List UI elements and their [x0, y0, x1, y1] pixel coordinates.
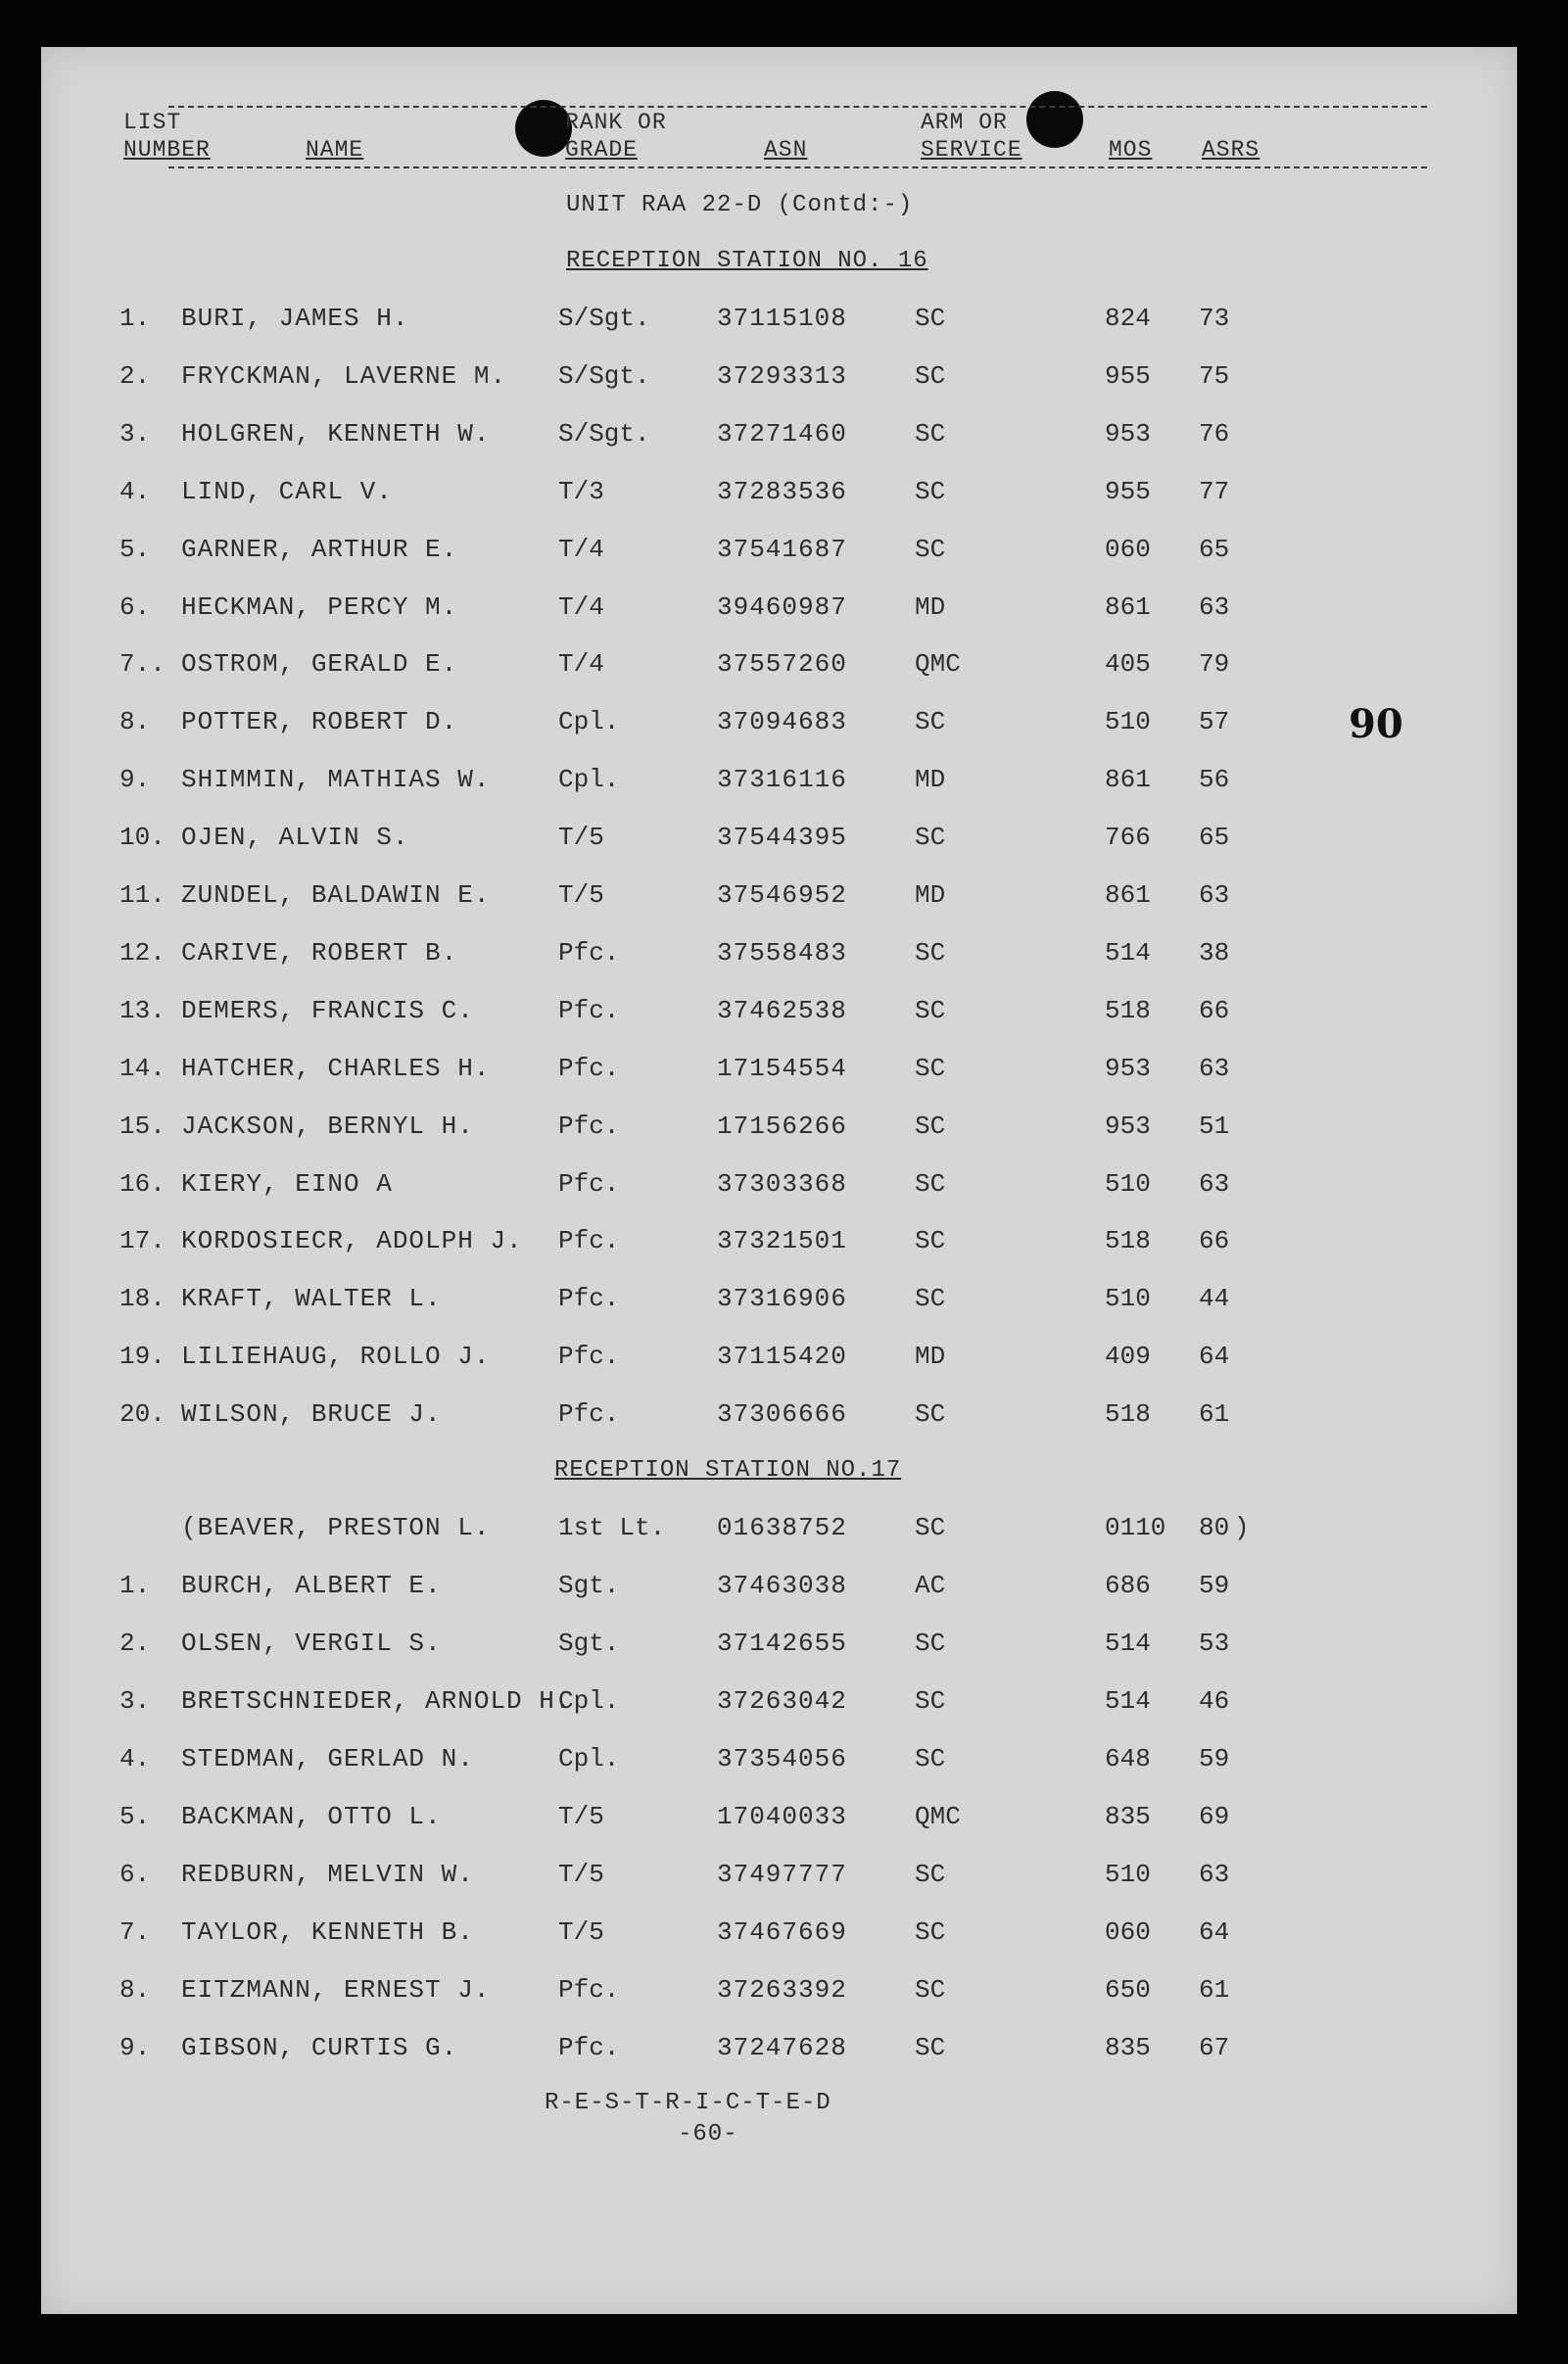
asrs-score: 51 [1199, 1111, 1230, 1141]
rank-grade: Sgt. [558, 1571, 620, 1600]
person-name: OJEN, ALVIN S. [181, 823, 409, 853]
asn-number: 37293313 [717, 360, 847, 391]
arm-service: SC [915, 1744, 946, 1773]
punch-hole-right [1026, 91, 1083, 148]
asrs-score: 63 [1199, 1860, 1230, 1889]
arm-service: SC [915, 823, 946, 853]
header-arm-label: ARM OR [921, 110, 1008, 135]
arm-service: SC [915, 1975, 946, 2005]
arm-service: MD [915, 880, 946, 910]
header-number-label: NUMBER [123, 137, 211, 163]
asrs-score: 73 [1199, 304, 1230, 333]
arm-service: MD [915, 765, 946, 795]
person-name: LILIEHAUG, ROLLO J. [181, 1342, 491, 1372]
asrs-score: 59 [1199, 1744, 1230, 1773]
document-sheet [41, 47, 1517, 2314]
arm-service: SC [915, 1226, 946, 1256]
arm-service: SC [915, 937, 946, 968]
mos-code: 650 [1105, 1975, 1151, 2005]
asn-number: 37316116 [717, 765, 847, 795]
mos-code: 060 [1105, 534, 1151, 564]
person-name: BRETSCHNIEDER, ARNOLD H. [181, 1686, 572, 1716]
table-row [41, 361, 1517, 401]
arm-service: SC [915, 304, 946, 333]
rank-grade: T/4 [558, 534, 604, 564]
mos-code: 861 [1105, 880, 1151, 910]
table-row [41, 1399, 1517, 1439]
table-row [41, 996, 1517, 1035]
list-number: 14. [119, 1053, 166, 1083]
mos-code: 510 [1105, 1168, 1151, 1199]
rank-grade: S/Sgt. [558, 418, 650, 449]
rank-grade: Pfc. [558, 2033, 620, 2062]
table-row [41, 1342, 1517, 1381]
arm-service: MD [915, 591, 946, 622]
arm-service: SC [915, 360, 946, 391]
table-row [41, 1744, 1517, 1783]
asrs-score: 57 [1199, 707, 1230, 737]
asn-number: 37544395 [717, 823, 847, 853]
person-name: KORDOSIECR, ADOLPH J. [181, 1226, 523, 1256]
person-name: EITZMANN, ERNEST J. [181, 1975, 491, 2005]
arm-service: SC [915, 534, 946, 564]
mos-code: 510 [1105, 1860, 1151, 1889]
unit-title: UNIT RAA 22-D (Contd:-) [566, 192, 914, 218]
mos-code: 861 [1105, 765, 1151, 795]
list-number: 17. [119, 1226, 166, 1256]
list-number: 2. [119, 360, 151, 391]
table-row [41, 938, 1517, 977]
table-row [41, 304, 1517, 343]
person-name: CARIVE, ROBERT B. [181, 937, 458, 968]
person-name: FRYCKMAN, LAVERNE M. [181, 360, 507, 391]
rank-grade: Pfc. [558, 1399, 620, 1430]
person-name: BURCH, ALBERT E. [181, 1571, 442, 1600]
list-number: 8. [119, 707, 151, 737]
asn-number: 37541687 [717, 534, 847, 564]
list-number: 13. [119, 995, 166, 1025]
arm-service: SC [915, 707, 946, 737]
table-row [41, 1629, 1517, 1668]
asn-number: 37306666 [717, 1399, 847, 1430]
person-name: BURI, JAMES H. [181, 304, 409, 333]
asn-number: 37321501 [717, 1226, 847, 1256]
table-row [41, 2033, 1517, 2072]
arm-service: QMC [915, 1802, 961, 1831]
arm-service: SC [915, 1168, 946, 1199]
list-number: 18. [119, 1284, 166, 1314]
punch-hole-left [515, 100, 572, 157]
asn-number: 37303368 [717, 1168, 847, 1199]
list-number: 8. [119, 1975, 151, 2005]
table-row [41, 1975, 1517, 2014]
list-number: 3. [119, 1686, 151, 1716]
rank-grade: Cpl. [558, 1686, 620, 1716]
arm-service: MD [915, 1342, 946, 1372]
list-number: 10. [119, 823, 166, 853]
rank-grade: Pfc. [558, 1168, 620, 1199]
asrs-score: 76 [1199, 418, 1230, 449]
arm-service: QMC [915, 649, 961, 680]
rank-grade: Pfc. [558, 1111, 620, 1141]
list-number: 5. [119, 1802, 151, 1831]
header-list-label: LIST [123, 110, 182, 135]
table-row [41, 1054, 1517, 1093]
asn-number: 37316906 [717, 1284, 847, 1314]
table-row [41, 1802, 1517, 1841]
asrs-score: 59 [1199, 1571, 1230, 1600]
mos-code: 835 [1105, 1802, 1151, 1831]
asrs-score: 65 [1199, 823, 1230, 853]
arm-service: SC [915, 476, 946, 506]
asn-number: 37558483 [717, 937, 847, 968]
arm-service: SC [915, 1629, 946, 1658]
asrs-score: 75 [1199, 360, 1230, 391]
asrs-score: 63 [1199, 880, 1230, 910]
person-name: HATCHER, CHARLES H. [181, 1053, 491, 1083]
asrs-score: 38 [1199, 937, 1230, 968]
table-row [41, 419, 1517, 458]
rank-grade: Pfc. [558, 995, 620, 1025]
person-name: HECKMAN, PERCY M. [181, 591, 458, 622]
person-name: KRAFT, WALTER L. [181, 1284, 442, 1314]
mos-code: 518 [1105, 1226, 1151, 1256]
mos-code: 514 [1105, 1686, 1151, 1716]
asn-number: 37467669 [717, 1917, 847, 1947]
rank-grade: Pfc. [558, 1342, 620, 1372]
table-row [41, 1284, 1517, 1323]
mos-code: 835 [1105, 2033, 1151, 2062]
person-name: OLSEN, VERGIL S. [181, 1629, 442, 1658]
list-number: 16. [119, 1168, 166, 1199]
list-number: 1. [119, 304, 151, 333]
person-name: OSTROM, GERALD E. [181, 649, 458, 680]
officer-name: (BEAVER, PRESTON L. [181, 1513, 491, 1542]
asn-number: 37354056 [717, 1744, 847, 1773]
person-name: SHIMMIN, MATHIAS W. [181, 765, 491, 795]
mos-code: 518 [1105, 1399, 1151, 1430]
list-number: 4. [119, 1744, 151, 1773]
mos-code: 953 [1105, 1111, 1151, 1141]
mos-code: 686 [1105, 1571, 1151, 1600]
asrs-score: 79 [1199, 649, 1230, 680]
arm-service: SC [915, 1284, 946, 1314]
asrs-score: 53 [1199, 1629, 1230, 1658]
table-row [41, 1226, 1517, 1265]
person-name: WILSON, BRUCE J. [181, 1399, 442, 1430]
mos-code: 510 [1105, 1284, 1151, 1314]
list-number: 11. [119, 880, 166, 910]
asn-number: 37546952 [717, 880, 847, 910]
rank-grade: Cpl. [558, 765, 620, 795]
person-name: REDBURN, MELVIN W. [181, 1860, 474, 1889]
asn-number: 37142655 [717, 1629, 847, 1658]
list-number: 2. [119, 1629, 151, 1658]
asrs-score: 67 [1199, 2033, 1230, 2062]
table-row [41, 707, 1517, 746]
asn-number: 37462538 [717, 995, 847, 1025]
person-name: STEDMAN, GERLAD N. [181, 1744, 474, 1773]
station-17-officer-row [41, 1513, 1517, 1552]
rank-grade: T/3 [558, 476, 604, 506]
station-17-title: RECEPTION STATION NO.17 [554, 1457, 902, 1484]
table-row [41, 1571, 1517, 1610]
rank-grade: T/5 [558, 1917, 604, 1947]
header-grade-label: GRADE [565, 137, 639, 163]
rank-grade: Pfc. [558, 1053, 620, 1083]
table-row [41, 880, 1517, 920]
table-row [41, 765, 1517, 804]
list-number: 19. [119, 1342, 166, 1372]
arm-service: AC [915, 1571, 946, 1600]
arm-service: SC [915, 2033, 946, 2062]
sheet-number: 90 [1349, 701, 1403, 747]
table-row [41, 1686, 1517, 1726]
person-name: BACKMAN, OTTO L. [181, 1802, 442, 1831]
asrs-score: 63 [1199, 1053, 1230, 1083]
person-name: DEMERS, FRANCIS C. [181, 995, 474, 1025]
arm-service: SC [915, 1686, 946, 1716]
asn-number: 39460987 [717, 591, 847, 622]
arm-service: SC [915, 995, 946, 1025]
list-number: 12. [119, 937, 166, 968]
asrs-score: 44 [1199, 1284, 1230, 1314]
list-number: 7. [119, 1917, 151, 1947]
asrs-score: 66 [1199, 995, 1230, 1025]
person-name: LIND, CARL V. [181, 476, 393, 506]
table-row [41, 535, 1517, 574]
list-number: 15. [119, 1111, 166, 1141]
header-asrs-label: ASRS [1202, 137, 1260, 163]
asrs-score: 63 [1199, 591, 1230, 622]
person-name: HOLGREN, KENNETH W. [181, 418, 491, 449]
asn-number: 37094683 [717, 707, 847, 737]
mos-code: 518 [1105, 995, 1151, 1025]
mos-code: 510 [1105, 707, 1151, 737]
header-rank-label: RANK OR [565, 110, 667, 135]
asrs-score: 64 [1199, 1917, 1230, 1947]
asn-number: 17154554 [717, 1053, 847, 1083]
rank-grade: Cpl. [558, 707, 620, 737]
asrs-score: 46 [1199, 1686, 1230, 1716]
mos-code: 953 [1105, 1053, 1151, 1083]
rank-grade: Pfc. [558, 1975, 620, 2005]
rank-grade: T/4 [558, 649, 604, 680]
list-number: 5. [119, 534, 151, 564]
officer-asrs: 80 [1199, 1513, 1230, 1542]
person-name: KIERY, EINO A [181, 1168, 393, 1199]
asrs-score: 69 [1199, 1802, 1230, 1831]
mos-code: 514 [1105, 937, 1151, 968]
rank-grade: T/5 [558, 1860, 604, 1889]
mos-code: 060 [1105, 1917, 1151, 1947]
arm-service: SC [915, 1399, 946, 1430]
asn-number: 37271460 [717, 418, 847, 449]
officer-close-paren: ) [1234, 1513, 1250, 1542]
rank-grade: T/5 [558, 823, 604, 853]
header-mos-label: MOS [1109, 137, 1153, 163]
list-number: 20. [119, 1399, 166, 1430]
person-name: POTTER, ROBERT D. [181, 707, 458, 737]
rank-grade: Pfc. [558, 1226, 620, 1256]
mos-code: 514 [1105, 1629, 1151, 1658]
rank-grade: T/5 [558, 1802, 604, 1831]
list-number: 6. [119, 591, 151, 622]
person-name: ZUNDEL, BALDAWIN E. [181, 880, 491, 910]
header-top-rule [168, 106, 1427, 108]
restricted-marking: R-E-S-T-R-I-C-T-E-D [545, 2090, 832, 2116]
asn-number: 37115108 [717, 304, 847, 333]
officer-mos: 0110 [1105, 1513, 1166, 1542]
asrs-score: 56 [1199, 765, 1230, 795]
asrs-score: 61 [1199, 1975, 1230, 2005]
station-16-title: RECEPTION STATION NO. 16 [566, 248, 928, 274]
arm-service: SC [915, 1111, 946, 1141]
rank-grade: Sgt. [558, 1629, 620, 1658]
rank-grade: S/Sgt. [558, 360, 650, 391]
person-name: GIBSON, CURTIS G. [181, 2033, 458, 2062]
mos-code: 648 [1105, 1744, 1151, 1773]
rank-grade: S/Sgt. [558, 304, 650, 333]
mos-code: 824 [1105, 304, 1151, 333]
asn-number: 37263042 [717, 1686, 847, 1716]
asn-number: 17040033 [717, 1802, 847, 1831]
header-bottom-rule [168, 166, 1427, 168]
person-name: GARNER, ARTHUR E. [181, 534, 458, 564]
mos-code: 955 [1105, 476, 1151, 506]
rank-grade: T/5 [558, 880, 604, 910]
asrs-score: 77 [1199, 476, 1230, 506]
arm-service: SC [915, 1917, 946, 1947]
arm-service: SC [915, 418, 946, 449]
page-number: -60- [678, 2121, 738, 2148]
rank-grade: Cpl. [558, 1744, 620, 1773]
header-asn-label: ASN [764, 137, 808, 163]
asrs-score: 61 [1199, 1399, 1230, 1430]
asn-number: 37115420 [717, 1342, 847, 1372]
asn-number: 37247628 [717, 2033, 847, 2062]
list-number: 9. [119, 765, 151, 795]
asn-number: 17156266 [717, 1111, 847, 1141]
asrs-score: 64 [1199, 1342, 1230, 1372]
list-number: 1. [119, 1571, 151, 1600]
mos-code: 405 [1105, 649, 1151, 680]
asrs-score: 65 [1199, 534, 1230, 564]
table-row [41, 1169, 1517, 1208]
list-number: 4. [119, 476, 151, 506]
rank-grade: Pfc. [558, 1284, 620, 1314]
list-number: 7.. [119, 649, 166, 680]
officer-arm: SC [915, 1513, 946, 1542]
mos-code: 953 [1105, 418, 1151, 449]
rank-grade: Pfc. [558, 937, 620, 968]
mos-code: 955 [1105, 360, 1151, 391]
arm-service: SC [915, 1860, 946, 1889]
table-row [41, 1111, 1517, 1151]
asn-number: 37263392 [717, 1975, 847, 2005]
header-service-label: SERVICE [921, 137, 1022, 163]
asn-number: 37283536 [717, 476, 847, 506]
asn-number: 37557260 [717, 649, 847, 680]
person-name: TAYLOR, KENNETH B. [181, 1917, 474, 1947]
mos-code: 766 [1105, 823, 1151, 853]
table-row [41, 1860, 1517, 1899]
asn-number: 37497777 [717, 1860, 847, 1889]
asrs-score: 66 [1199, 1226, 1230, 1256]
mos-code: 409 [1105, 1342, 1151, 1372]
asn-number: 37463038 [717, 1571, 847, 1600]
officer-asn: 01638752 [717, 1513, 847, 1542]
person-name: JACKSON, BERNYL H. [181, 1111, 474, 1141]
mos-code: 861 [1105, 591, 1151, 622]
list-number: 3. [119, 418, 151, 449]
table-row [41, 823, 1517, 862]
table-row [41, 649, 1517, 688]
table-row [41, 592, 1517, 632]
header-name-label: NAME [306, 137, 364, 163]
rank-grade: T/4 [558, 591, 604, 622]
asrs-score: 63 [1199, 1168, 1230, 1199]
arm-service: SC [915, 1053, 946, 1083]
table-row [41, 1917, 1517, 1957]
list-number: 6. [119, 1860, 151, 1889]
list-number: 9. [119, 2033, 151, 2062]
table-row [41, 477, 1517, 516]
officer-rank: 1st Lt. [558, 1513, 666, 1542]
